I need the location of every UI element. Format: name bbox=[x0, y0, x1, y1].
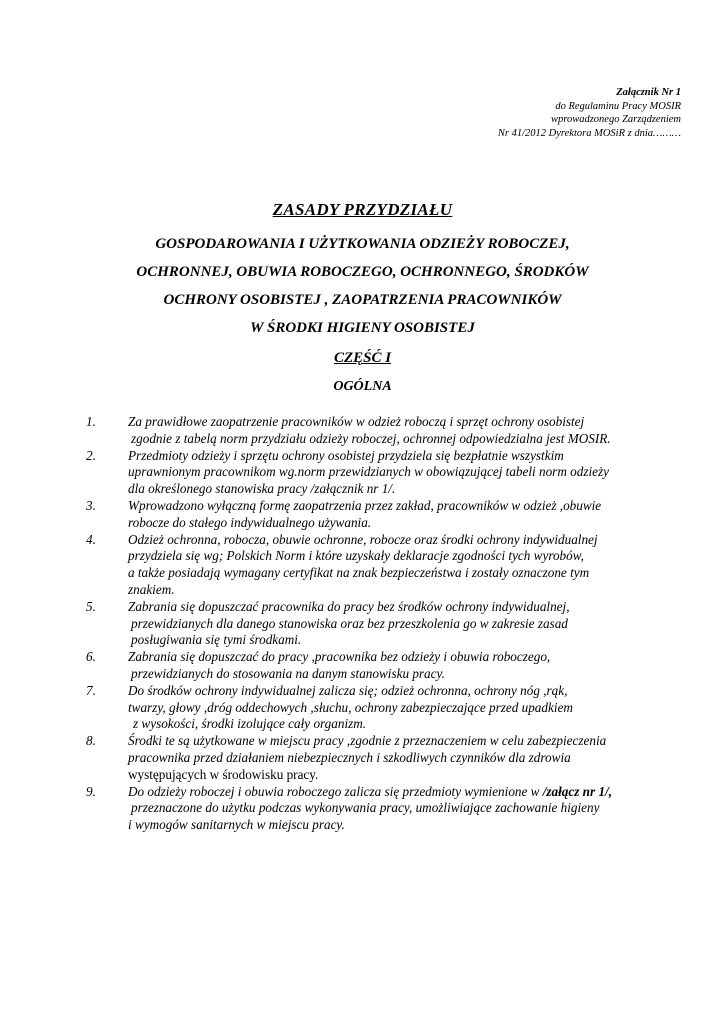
attachment-reference: /załącz nr 1/, bbox=[542, 783, 612, 799]
item-line: znakiem. bbox=[128, 581, 175, 597]
item-number: 4. bbox=[86, 531, 96, 547]
attachment-order: Nr 41/2012 Dyrektora MOSiR z dnia……… bbox=[497, 127, 681, 139]
list-item bbox=[86, 683, 686, 733]
item-line: Wprowadzono wyłączną formę zaopatrzenia przez zakład, pracowników w odzież ,obuwie bbox=[128, 497, 602, 513]
subtitle-line-1: GOSPODAROWANIA I UŻYTKOWANIA ODZIEŻY ROBOCZEJ, bbox=[155, 236, 570, 252]
item-line: zgodnie z tabelą norm przydziału odzieży roboczej, ochronnej odpowiedzialna jest MOSIR. bbox=[131, 430, 611, 446]
item-line: Przedmioty odzieży i sprzętu ochrony osobistej przydziela się bezpłatnie wszystkim bbox=[128, 447, 564, 463]
item-number: 3. bbox=[86, 497, 96, 513]
item-line: pracownika przed działaniem niebezpiecznych i szkodliwych czynników dla zdrowia bbox=[128, 749, 571, 765]
item-number: 6. bbox=[86, 649, 96, 665]
item-line: Do środków ochrony indywidualnej zalicza się; odzież ochronna, ochrony nóg ,rąk, bbox=[128, 682, 568, 698]
attachment-header bbox=[498, 86, 681, 140]
item-line: przeznaczone do użytku podczas wykonywania pracy, umożliwiające zachowanie higieny bbox=[131, 800, 600, 816]
item-line: przewidzianych dla danego stanowiska oraz bez przeszkolenia go w zakresie zasad bbox=[131, 615, 568, 631]
list-item bbox=[86, 733, 686, 783]
item-number: 8. bbox=[86, 733, 96, 749]
item-line: Odzież ochronna, robocza, obuwie ochronne, robocze oraz środki ochrony indywidualnej bbox=[128, 531, 598, 547]
subtitle-line-2: OCHRONNEJ, OBUWIA ROBOCZEGO, OCHRONNEGO, ŚRODKÓW bbox=[136, 264, 589, 280]
list-item bbox=[86, 649, 686, 683]
item-number: 9. bbox=[86, 783, 96, 799]
list-item bbox=[86, 784, 686, 834]
item-number: 5. bbox=[86, 598, 96, 614]
title-block bbox=[40, 200, 685, 398]
attachment-regulation: do Regulaminu Pracy MOSIR bbox=[555, 100, 681, 112]
item-text: Do odzieży roboczej i obuwia roboczego zalicza się przedmioty wymienione w bbox=[128, 783, 540, 799]
item-line: z wysokości, środki izolujące cały organizm. bbox=[133, 716, 367, 732]
document-title: ZASADY PRZYDZIAŁU bbox=[272, 200, 453, 219]
subtitle-line-3: OCHRONY OSOBISTEJ , ZAOPATRZENIA PRACOWNIKÓW bbox=[163, 292, 562, 308]
item-line bbox=[128, 784, 686, 801]
list-item bbox=[86, 532, 686, 599]
item-line: Za prawidłowe zaopatrzenie pracowników w odzież roboczą i sprzęt ochrony osobistej bbox=[128, 414, 585, 429]
list-item bbox=[86, 498, 686, 532]
item-number: 7. bbox=[86, 682, 96, 698]
rules-list bbox=[86, 414, 686, 834]
item-line: posługiwania się tymi środkami. bbox=[131, 632, 302, 648]
attachment-introduced: wprowadzonego Zarządzeniem bbox=[551, 114, 681, 125]
item-line: i wymogów sanitarnych w miejscu pracy. bbox=[128, 817, 345, 833]
item-line: uprawnionym pracownikom wg.norm przewidzianych w obowiązującej tabeli norm odzieży bbox=[128, 464, 609, 480]
item-line: twarzy, głowy ,dróg oddechowych ,słuchu, ochrony zabezpieczające przed upadkiem bbox=[128, 699, 573, 715]
list-item bbox=[86, 414, 686, 448]
item-line: robocze do stałego indywidualnego używania. bbox=[128, 514, 372, 530]
item-number: 1. bbox=[86, 414, 96, 429]
item-line: przewidzianych do stosowania na danym stanowisku pracy. bbox=[131, 665, 445, 681]
item-number: 2. bbox=[86, 447, 96, 463]
subtitle-line-4: W ŚRODKI HIGIENY OSOBISTEJ bbox=[250, 320, 475, 336]
list-item bbox=[86, 599, 686, 649]
attachment-number: Załącznik Nr 1 bbox=[616, 87, 681, 98]
item-line: a także posiadają wymagany certyfikat na znak bezpieczeństwa i zostały oznaczone tym bbox=[128, 565, 590, 581]
part-heading: CZĘŚĆ I bbox=[333, 350, 392, 366]
item-line: Zabrania się dopuszczać do pracy ,pracownika bez odzieży i obuwia roboczego, bbox=[128, 649, 551, 665]
item-line: Zabrania się dopuszczać pracownika do pracy bez środków ochrony indywidualnej, bbox=[128, 598, 570, 614]
item-line: Środki te są użytkowane w miejscu pracy ,zgodnie z przeznaczeniem w celu zabezpieczenia bbox=[128, 733, 607, 749]
list-item bbox=[86, 448, 686, 498]
item-line: przydziela się wg; Polskich Norm i które uzyskały deklaracje zgodności tych wyrobów, bbox=[128, 548, 584, 564]
item-line: dla określonego stanowiska pracy /załącznik nr 1/. bbox=[128, 481, 396, 497]
section-heading: OGÓLNA bbox=[333, 379, 392, 394]
item-line: występujących w środowisku pracy. bbox=[128, 766, 319, 782]
